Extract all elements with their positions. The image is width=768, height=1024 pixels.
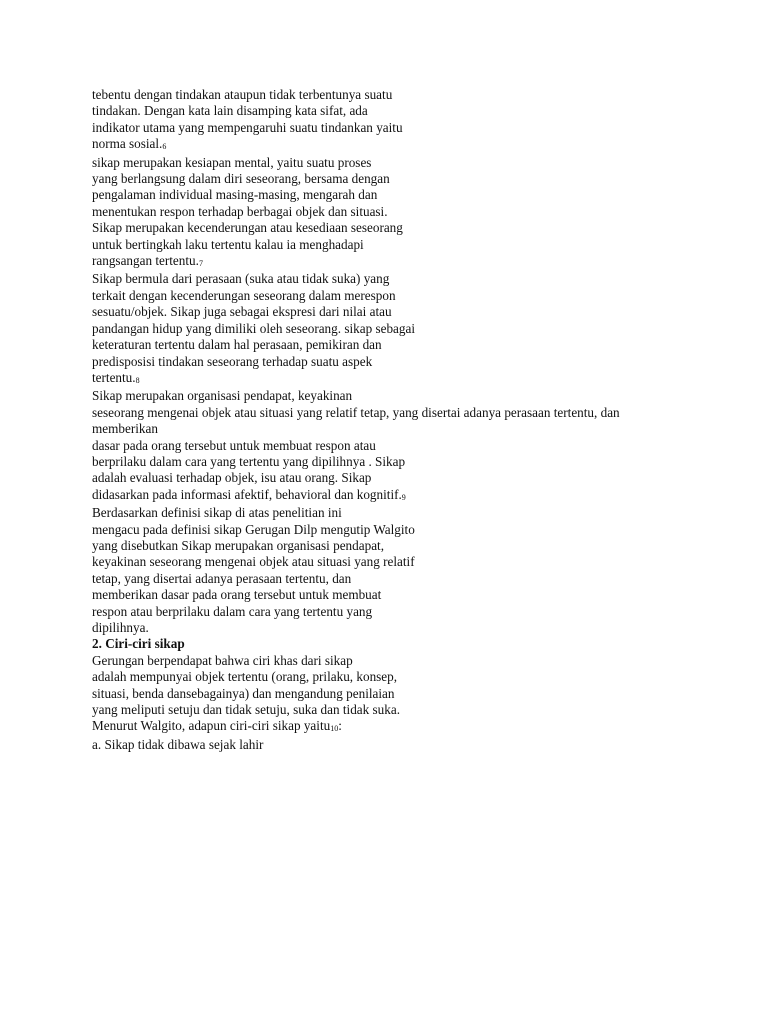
text-line: yang berlangsung dalam diri seseorang, bersama dengan (92, 171, 390, 187)
text-line: keteraturan tertentu dalam hal perasaan, pemikiran dan (92, 337, 382, 353)
text-line: berprilaku dalam cara yang tertentu yang dipilihnya . Sikap (92, 453, 406, 469)
footnote-marker: 6 (162, 142, 167, 152)
text-line: situasi, benda dansebagainya) dan mengandung penilaian (92, 685, 395, 701)
text-line: Sikap merupakan organisasi pendapat, keyakinan (92, 388, 353, 404)
text-line: adalah mempunyai objek tertentu (orang, prilaku, konsep, (92, 669, 398, 685)
text-line: Sikap bermula dari perasaan (suka atau tidak suka) yang (92, 271, 390, 287)
text-line: norma sosial.6 (92, 136, 167, 152)
text-line: rangsangan tertentu.7 (92, 253, 203, 269)
text-line: tetap, yang disertai adanya perasaan tertentu, dan (92, 570, 352, 586)
footnote-marker: 10 (330, 724, 339, 734)
text-line: dipilihnya. (92, 620, 149, 635)
text-line: yang meliputi setuju dan tidak setuju, suka dan tidak suka. (92, 702, 401, 718)
list-item: a. Sikap tidak dibawa sejak lahir (92, 736, 264, 752)
text-line: adalah evaluasi terhadap objek, isu atau orang. Sikap (92, 470, 372, 486)
text-line: memberikan dasar pada orang tersebut untuk membuat (92, 587, 382, 603)
text-line: pandangan hidup yang dimiliki oleh seseorang. sikap sebagai (92, 320, 416, 336)
footnote-marker: 8 (135, 375, 140, 385)
text-line: tindakan. Dengan kata lain disamping kata sifat, ada (92, 103, 368, 119)
footnote-marker: 7 (198, 259, 203, 269)
text-line: seseorang mengenai objek atau situasi yang relatif tetap, yang disertai adanya perasaan tertentu, dan (92, 404, 620, 420)
footnote-marker: 9 (401, 492, 406, 502)
text-line: didasarkan pada informasi afektif, behavioral dan kognitif.9 (92, 486, 406, 502)
text-line: sesuatu/objek. Sikap juga sebagai ekspresi dari nilai atau (92, 304, 392, 320)
text-line: tertentu.8 (92, 369, 140, 385)
text-line: pengalaman individual masing-masing, mengarah dan (92, 187, 378, 203)
text-line: tebentu dengan tindakan ataupun tidak terbentunya suatu (92, 87, 393, 102)
text-line: dasar pada orang tersebut untuk membuat respon atau (92, 437, 376, 453)
text-line: predisposisi tindakan seseorang terhadap suatu aspek (92, 353, 373, 369)
text-line: Berdasarkan definisi sikap di atas penelitian ini (92, 505, 342, 521)
text-line: Sikap merupakan kecenderungan atau kesediaan seseorang (92, 220, 403, 236)
text-line: menentukan respon terhadap berbagai objek dan situasi. (92, 203, 388, 219)
body-text (92, 87, 712, 753)
text-line: Gerungan berpendapat bahwa ciri khas dari sikap (92, 652, 353, 668)
text-line: Menurut Walgito, adapun ciri-ciri sikap yaitu10: (92, 718, 342, 734)
text-line: untuk bertingkah laku tertentu kalau ia menghadapi (92, 236, 364, 252)
text-line: indikator utama yang mempengaruhi suatu tindankan yaitu (92, 119, 403, 135)
section-heading: 2. Ciri-ciri sikap (92, 636, 185, 652)
text-line: yang disebutkan Sikap merupakan organisasi pendapat, (92, 537, 385, 553)
text-line: respon atau berprilaku dalam cara yang tertentu yang (92, 603, 373, 619)
text-line: mengacu pada definisi sikap Gerugan Dilp mengutip Walgito (92, 521, 415, 537)
text-line: memberikan (92, 421, 158, 437)
text-line: terkait dengan kecenderungan seseorang dalam merespon (92, 287, 396, 303)
text-line: keyakinan seseorang mengenai objek atau situasi yang relatif (92, 554, 415, 570)
text-line: sikap merupakan kesiapan mental, yaitu suatu proses (92, 154, 372, 170)
